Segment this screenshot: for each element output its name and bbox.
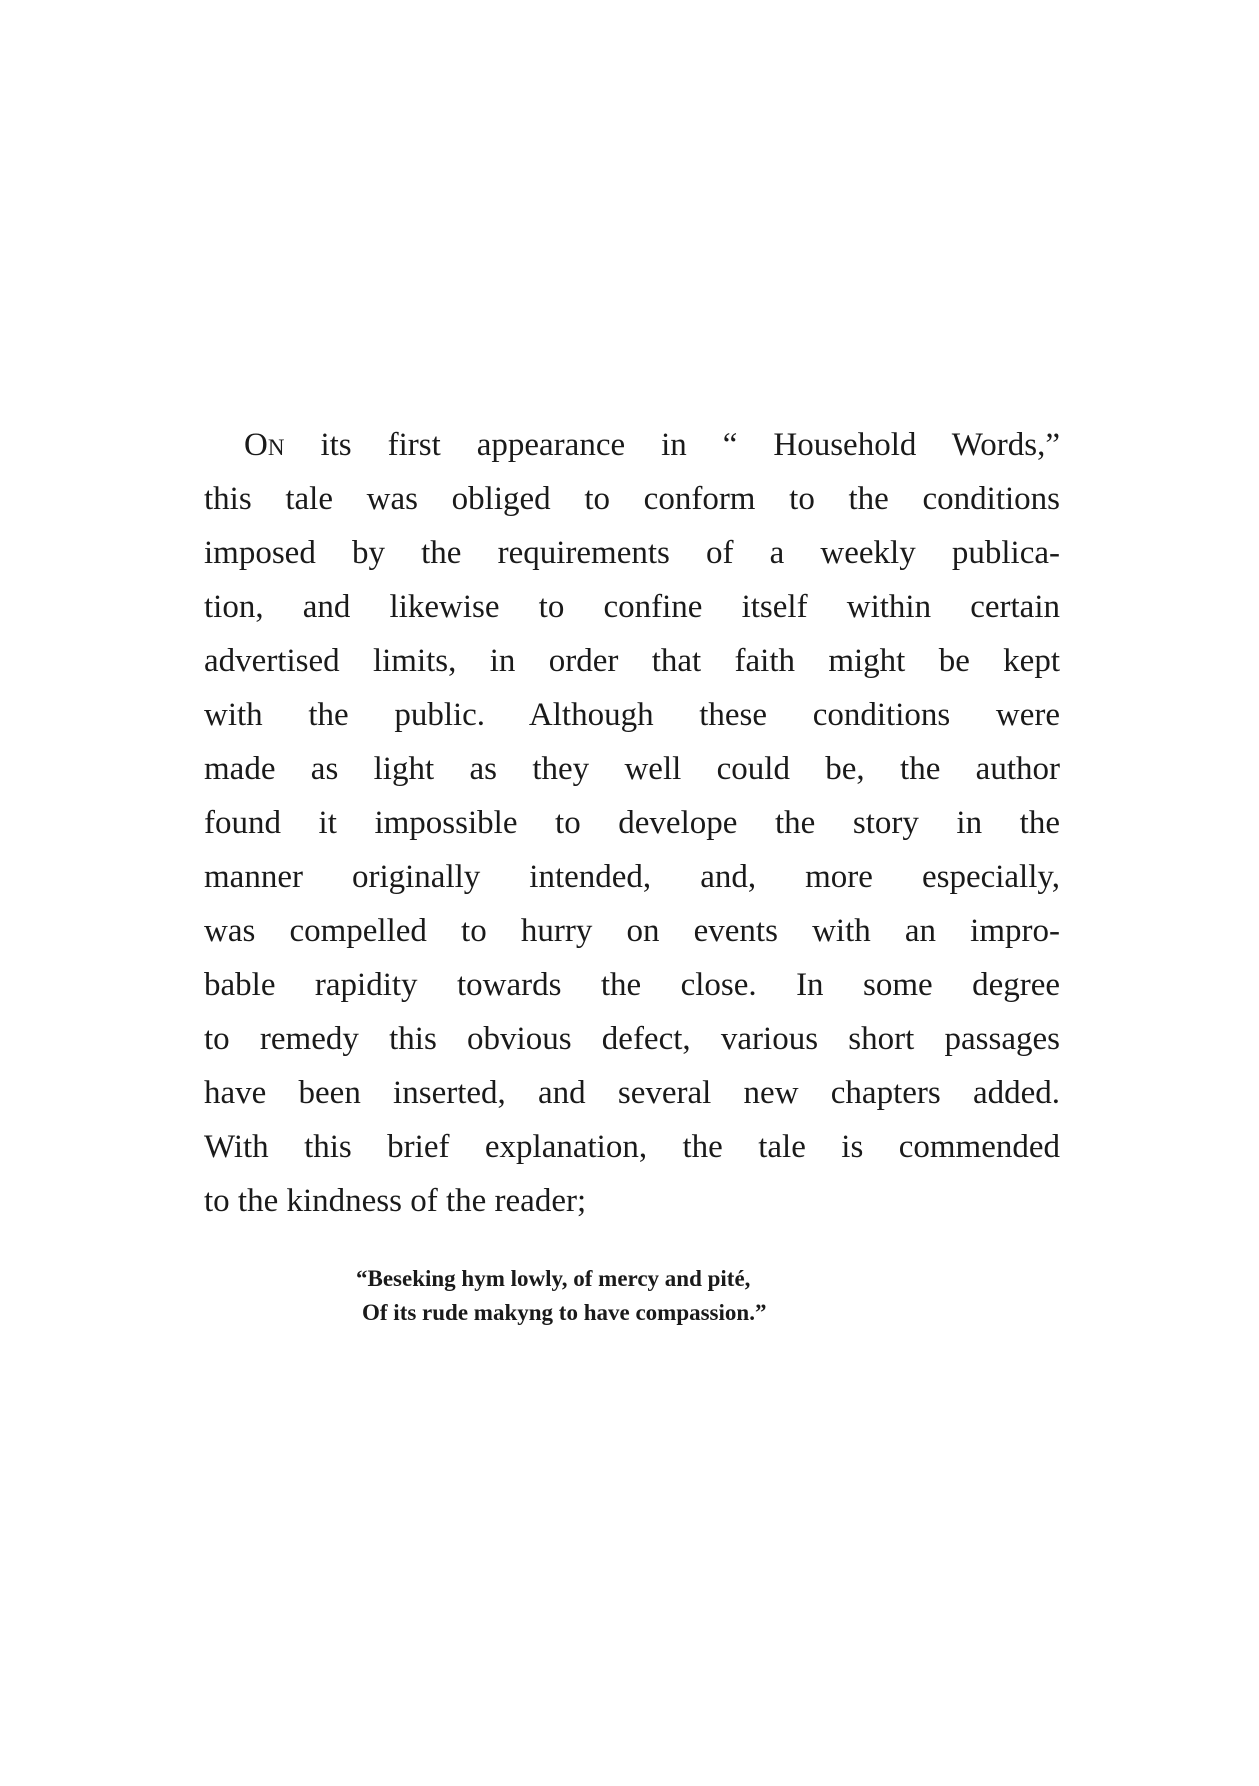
opening-word: On <box>244 427 285 463</box>
preface-line: was compelled to hurry on events with an impro- <box>204 913 1060 949</box>
preface-line: with the public. Although these conditions were <box>204 697 1060 733</box>
preface-line: have been inserted, and several new chapters added. <box>204 1075 1060 1111</box>
preface-line: bable rapidity towards the close. In some degree <box>204 967 1060 1003</box>
preface-line: With this brief explanation, the tale is commended <box>204 1129 1060 1165</box>
preface-line: to the kindness of the reader; <box>204 1183 587 1219</box>
preface-line: made as light as they well could be, the author <box>204 751 1060 787</box>
quote-line-1: “Beseking hym lowly, of mercy and pité, <box>356 1266 751 1291</box>
preface-line: imposed by the requirements of a weekly publica- <box>204 535 1060 571</box>
preface-line: this tale was obliged to conform to the conditions <box>204 481 1060 517</box>
quote-line-2: Of its rude makyng to have compassion.” <box>362 1300 767 1325</box>
epigraph-quote <box>356 1262 916 1330</box>
preface-line: manner originally intended, and, more especially, <box>204 859 1060 895</box>
preface-paragraph <box>204 418 1060 1228</box>
preface-line: advertised limits, in order that faith might be kept <box>204 643 1060 679</box>
preface-line: to remedy this obvious defect, various short passages <box>204 1021 1060 1057</box>
preface-line: tion, and likewise to confine itself within certain <box>204 589 1060 625</box>
preface-line: On its first appearance in “ Household Words,” <box>244 427 1060 463</box>
preface-line: found it impossible to develope the story in the <box>204 805 1060 841</box>
